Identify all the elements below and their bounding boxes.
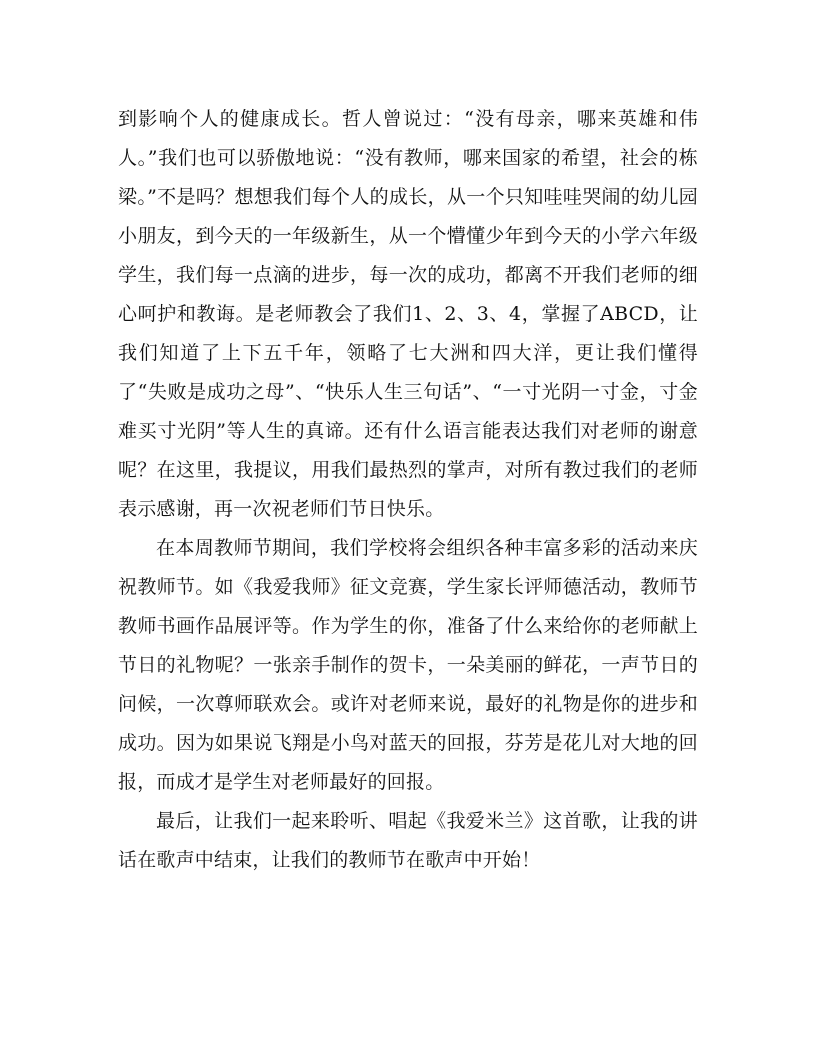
paragraph-1: 到影响个人的健康成长。哲人曾说过：“没有母亲，哪来英雄和伟人。”我们也可以骄傲地说：“没有教师，哪来国家的希望，社会的栋梁。”不是吗？想想我们每个人的成长，从一个只知哇哇哭闹的幼儿园小朋友，到今天的一年级新生，从一个懵懂少年到今天的小学六年级学生，我们每一点滴的进步，每一次的成功，都离不开我们老师的细心呵护和教诲。是老师教会了我们1、2、3、4，掌握了ABCD，让我们知道了上下五千年，领略了七大洲和四大洋，更让我们懂得了“失败是成功之母”、“快乐人生三句话”、“一寸光阴一寸金，寸金难买寸光阴”等人生的真谛。还有什么语言能表达我们对老师的谢意呢？在这里，我提议，用我们最热烈的掌声，对所有教过我们的老师表示感谢，再一次祝老师们节日快乐。 (118, 108, 698, 520)
document-page (118, 100, 698, 880)
paragraph-3: 最后，让我们一起来聆听、唱起《我爱米兰》这首歌，让我的讲话在歌声中结束，让我们的教师节在歌声中开始！ (118, 810, 698, 871)
paragraph-2: 在本周教师节期间，我们学校将会组织各种丰富多彩的活动来庆祝教师节。如《我爱我师》征文竞赛，学生家长评师德活动，教师节教师书画作品展评等。作为学生的你，准备了什么来给你的老师献上节日的礼物呢？一张亲手制作的贺卡，一朵美丽的鲜花，一声节日的问候，一次尊师联欢会。或许对老师来说，最好的礼物是你的进步和成功。因为如果说飞翔是小鸟对蓝天的回报，芬芳是花儿对大地的回报，而成才是学生对老师最好的回报。 (118, 537, 698, 793)
